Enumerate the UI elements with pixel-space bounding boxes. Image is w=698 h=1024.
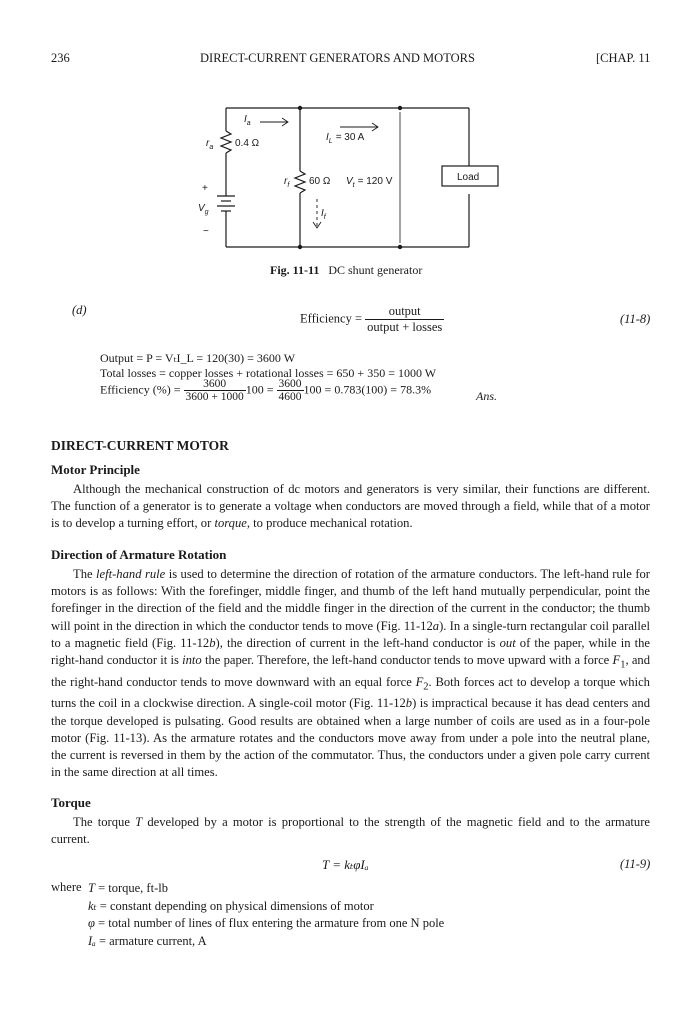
- eff-mid: 100 =: [245, 382, 274, 397]
- definition-item: Iₐ = armature current, A: [88, 933, 207, 948]
- vg-label: $V_g$: [198, 203, 209, 216]
- answer-label: Ans.: [476, 389, 497, 403]
- efficiency-lhs: Efficiency =: [300, 311, 362, 326]
- il-label: $I_L = 30$ A: [326, 132, 365, 145]
- efficiency-denominator: output + losses: [367, 320, 443, 334]
- vt-label: $V_t = 120$ V: [346, 176, 393, 189]
- running-title: DIRECT-CURRENT GENERATORS AND MOTORS: [200, 51, 475, 65]
- armature-resistor: [221, 131, 231, 153]
- eq-number-11-9: (11-9): [620, 857, 651, 871]
- eff-end: 100 = 0.783(100) = 78.3%: [303, 382, 432, 397]
- part-d-label: (d): [72, 303, 87, 317]
- armature-rotation-heading: Direction of Armature Rotation: [51, 547, 227, 562]
- efficiency-equation: [300, 304, 444, 335]
- eq-number-11-8: (11-8): [620, 312, 651, 326]
- node-top-field: [298, 106, 302, 110]
- page-number: 236: [51, 51, 70, 65]
- armature-rotation-paragraph: The left-hand rule is used to determine the direction of rotation of the armature conductors. The left-hand rule for motors is as follows: With the forefinger, middle finger, and thumb of the left hand mutually perpendicular, point the forefinger in the direction of the field and the middle finger in the direction of the current in the conductor; the thumb will point in the direction in which the conductor tends to move (Fig. 11-12a). In a single-turn rectangular coil parallel to a magnetic field (Fig. 11-12b), the direction of current in the left-hand conductor is out of the paper, while in the right-hand conductor it is into the paper. Therefore, the left-hand conductor tends to move upward with a force $F_1$, and the right-hand conductor tends to move downward with an equal force $F_2$. Both forces act to develop a torque which turns the coil in a clockwise direction. A single-coil motor (Fig. 11-12b) is impractical because it has dead centers and the torque developed is pulsating. Good results are obtained when a large number of coils are used as in a four-pole motor (Fig. 11-13). As the armature rotates and the conductors move away from under a pole into the neutral plane, the current is reversed in them by the action of the commutator. Thus, the conductors under a given pole carry current in the same direction at all times.: [51, 567, 650, 780]
- eff-frac2-den: 4600: [278, 391, 302, 403]
- efficiency-numerator: output: [365, 304, 444, 320]
- definition-item: kₜ = constant depending on physical dimensions of motor: [88, 898, 374, 913]
- ra-value: 0.4 Ω: [235, 138, 260, 149]
- caption-text: DC shunt generator: [328, 263, 423, 277]
- battery-plus: +: [202, 183, 208, 194]
- output-line: Output = P = VₜI_L = 120(30) = 3600 W: [100, 351, 296, 365]
- motor-principle-paragraph: Although the mechanical construction of dc motors and generators is very similar, their functions are different. The function of a generator is to generate a voltage when conductors are moved through a field, while that of a motor is to develop a turning effort, or torque, to produce mechanical rotation.: [51, 482, 650, 531]
- eff-frac2-num: 3600: [278, 378, 302, 390]
- field-resistor: [295, 171, 305, 193]
- caption-label: Fig. 11-11: [270, 263, 320, 277]
- ra-label: $r_a$: [206, 138, 214, 151]
- torque-definitions: [88, 880, 444, 950]
- shunt-generator-circuit: [190, 96, 510, 256]
- torque-equation: T = kₜφIₐ: [322, 857, 369, 872]
- eff-frac1-num: 3600: [184, 378, 246, 391]
- where-label: where: [51, 880, 82, 894]
- if-label: $I_f$: [321, 208, 326, 221]
- ia-label: $I_a$: [244, 114, 251, 127]
- node-top-vt: [398, 106, 402, 110]
- rf-label: $r_f$: [284, 176, 290, 189]
- section-title: DIRECT-CURRENT MOTOR: [51, 438, 229, 453]
- losses-line: Total losses = copper losses + rotational losses = 650 + 350 = 1000 W: [100, 366, 437, 380]
- chapter-label: [CHAP. 11: [596, 51, 651, 65]
- battery-minus: −: [203, 226, 209, 237]
- definition-item: φ = total number of lines of flux entering the armature from one N pole: [88, 916, 445, 930]
- torque-heading: Torque: [51, 795, 91, 810]
- torque-paragraph: The torque T developed by a motor is proportional to the strength of the magnetic field and to the armature current.: [51, 815, 650, 847]
- motor-principle-heading: Motor Principle: [51, 462, 140, 477]
- efficiency-percent-line: [100, 378, 431, 403]
- node-bottom-field: [298, 245, 302, 249]
- eff-frac1-den: 3600 + 1000: [185, 391, 244, 403]
- node-bottom-vt: [398, 245, 402, 249]
- eff-prefix: Efficiency (%) =: [100, 382, 181, 397]
- definition-item: T = torque, ft-lb: [88, 881, 168, 895]
- rf-value: 60 Ω: [309, 176, 331, 187]
- load-label: Load: [457, 172, 480, 183]
- figure-caption: [270, 263, 422, 278]
